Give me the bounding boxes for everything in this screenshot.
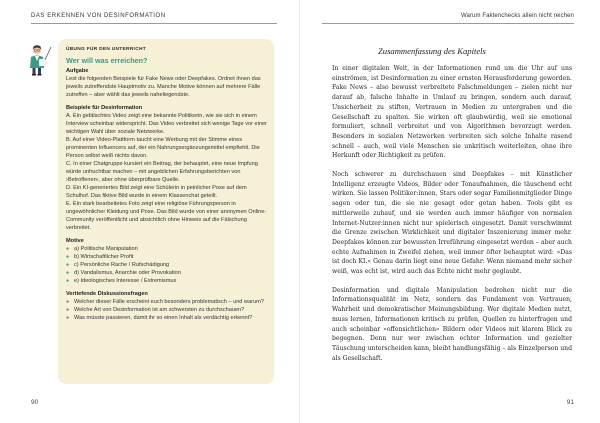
- bullet-icon: ●: [66, 307, 70, 313]
- motive-item: ● a) Politische Manipulation: [66, 246, 138, 252]
- example-item: E. Ein stark bearbeitetes Foto zeigt eine religiöse Führungsperson in ungewöhnlicher Kleidung und Pose. Das Bild wurde von einer anonymen Online-Community veröffentlicht und absichtlich ohne Hinweis auf die Fälschung verbreitet.: [66, 201, 267, 231]
- question-item: ● Welche Art von Desinformation ist am schwersten zu durchschauen?: [66, 307, 245, 313]
- example-item: C. In einer Chatgruppe kursiert ein Beitrag, der behauptet, eine neue Impfung würde unfruchtbar machen – mit angeblichen Erfahrungsberichten von ›Betroffenen‹, aber ohne überprüfbare Quelle.: [66, 161, 258, 183]
- exercise-box: [58, 39, 274, 384]
- body-paragraph: In einer digitalen Welt, in der Informationen rund um die Uhr auf uns einströmen, ist Desinformation zu einer ernsten Herausforderung geworden. Fake News – also bewusst verbreitete Falschmeldungen – zielen nicht nur darauf ab, falsche Inhalte in Umlauf zu bringen, sondern auch darauf, Unsicherheit zu stiften, Vertrauen in Medien zu untergraben und die Gesellschaft zu spalten. Sie wirken oft glaubwürdig, weil sie emotional formuliert, schnell verbreitet und von Algorithmen bevorzugt werden. Besonders in sozialen Netzwerken verbreiten sich solche Inhalte rasend schnell – auch, weil viele Menschen sie unkritisch weiterleiten, ohne ihre Herkunft oder Richtigkeit zu prüfen.: [332, 65, 572, 160]
- example-item: D. Ein KI-generiertes Bild zeigt eine Schülerin in peinlicher Pose auf dem Schulhof. Das fiktive Bild wurde in einem Klassenchat geteilt.: [66, 185, 247, 199]
- task-title: Aufgabe: [66, 68, 89, 74]
- bullet-icon: ●: [66, 262, 70, 268]
- bullet-icon: ●: [66, 254, 70, 260]
- bullet-icon: ●: [66, 270, 70, 276]
- bullet-icon: ●: [66, 315, 70, 321]
- bullet-icon: ●: [66, 246, 70, 252]
- bullet-icon: ●: [66, 299, 70, 305]
- body-paragraph: Noch schwerer zu durchschauen sind Deepfakes – mit Künstlicher Intelligenz erzeugte Videos, Bilder oder Tonaufnahmen, die täuschend echt wirken. Sie lassen Politiker:innen, Stars oder sogar Familienmitglieder Dinge sagen oder tun, die sie nie gesagt oder getan haben. Tools gibt es mittlerweile zuhauf, und sie werden auch immer häufiger von normalen Internet-Nutzer:innen nicht nur spielerisch eingesetzt. Damit verschwimmt die Grenze zwischen Wirklichkeit und digitaler Inszenierung immer mehr. Deepfakes können zur bewussten Irreführung eingesetzt werden – aber auch echte Aufnahmen in Zweifel ziehen, weil immer öfter behauptet wird: »Das ist doch KI.« Genau darin liegt eine neue Gefahr: Wenn niemand mehr sicher weiß, was echt ist, wird auch das Echte nicht mehr geglaubt.: [332, 171, 572, 276]
- motive-item: ● b) Wirtschaftlicher Profit: [66, 254, 134, 260]
- example-item: A. Ein gefälschtes Video zeigt eine bekannte Politikerin, wie sie sich in einem Interview scheinbar widerspricht. Das Video verbreitet sich wenige Tage vor einer wichtigen Wahl über soziale Netzwerke.: [66, 113, 267, 135]
- motive-item: ● c) Persönliche Rache / Rufschädigung: [66, 262, 170, 268]
- question-item: ● Was müsste passieren, damit ihr so einen Inhalt als verdächtig erkennt?: [66, 315, 253, 321]
- task-text: Lest die folgenden Beispiele für Fake News oder Deepfakes. Ordnet ihnen das jeweils zutreffendste Hauptmotiv zu. Manche Motive können auf mehrere Fälle zutreffen – aber wählt das jeweils naheliegendste.: [66, 76, 261, 98]
- examples-title: Beispiele für Desinformation: [66, 105, 143, 111]
- section-title: Zusammenfassung des Kapitels: [378, 46, 486, 56]
- right-page: [300, 0, 600, 423]
- question-item: ● Welcher dieser Fälle erscheint euch besonders problematisch – und warum?: [66, 299, 264, 305]
- right-header-rule: [322, 23, 574, 24]
- motives-list: [66, 245, 270, 285]
- questions-title: Vertiefende Diskussionsfragen: [66, 291, 148, 297]
- right-page-number: 91: [566, 399, 574, 406]
- motives-title: Motive: [66, 238, 84, 244]
- left-page-number: 90: [31, 399, 39, 406]
- questions-list: [66, 298, 270, 322]
- summary-body: [332, 64, 572, 372]
- example-item: B. Auf einer Video-Plattform taucht eine Werbung mit der Stimme eines prominenten Influencers auf, der ein Nahrungsergänzungsmittel empfiehlt. Die Person selbst weiß nichts davon.: [66, 137, 260, 159]
- exercise-label: ÜBUNG FÜR DEN UNTERRICHT: [66, 47, 146, 52]
- body-paragraph: Desinformation und digitale Manipulation bedrohen nicht nur die Informationsqualität im Netz, sondern das Fundament von Vertrauen, Wahrheit und demokratischer Meinungsbildung. Wer digitale Medien nutzt, muss lernen, Informationen kritisch zu prüfen, Quellen zu hinterfragen und auch scheinbar »offensichtlichen« Bildern oder Videos mit klarem Blick zu begegnen. Denn nur wer zwischen echter Information und gezielter Täuschung unterscheiden kann, bleibt handlungsfähig – als Einzelperson und als Gesellschaft.: [332, 286, 572, 362]
- left-header-rule: [31, 23, 277, 24]
- right-running-head: Warum Faktenchecks allein nicht reichen: [460, 13, 574, 19]
- motive-item: ● e) Ideologisches Interesse / Extremismus: [66, 278, 177, 284]
- motive-item: ● d) Vandalismus, Anarchie oder Provokation: [66, 270, 181, 276]
- left-running-head: DAS ERKENNEN VON DESINFORMATION: [31, 13, 166, 19]
- bullet-icon: ●: [66, 278, 70, 284]
- teacher-avatar-icon: [26, 42, 52, 76]
- exercise-heading: Wer will was erreichen?: [66, 56, 148, 65]
